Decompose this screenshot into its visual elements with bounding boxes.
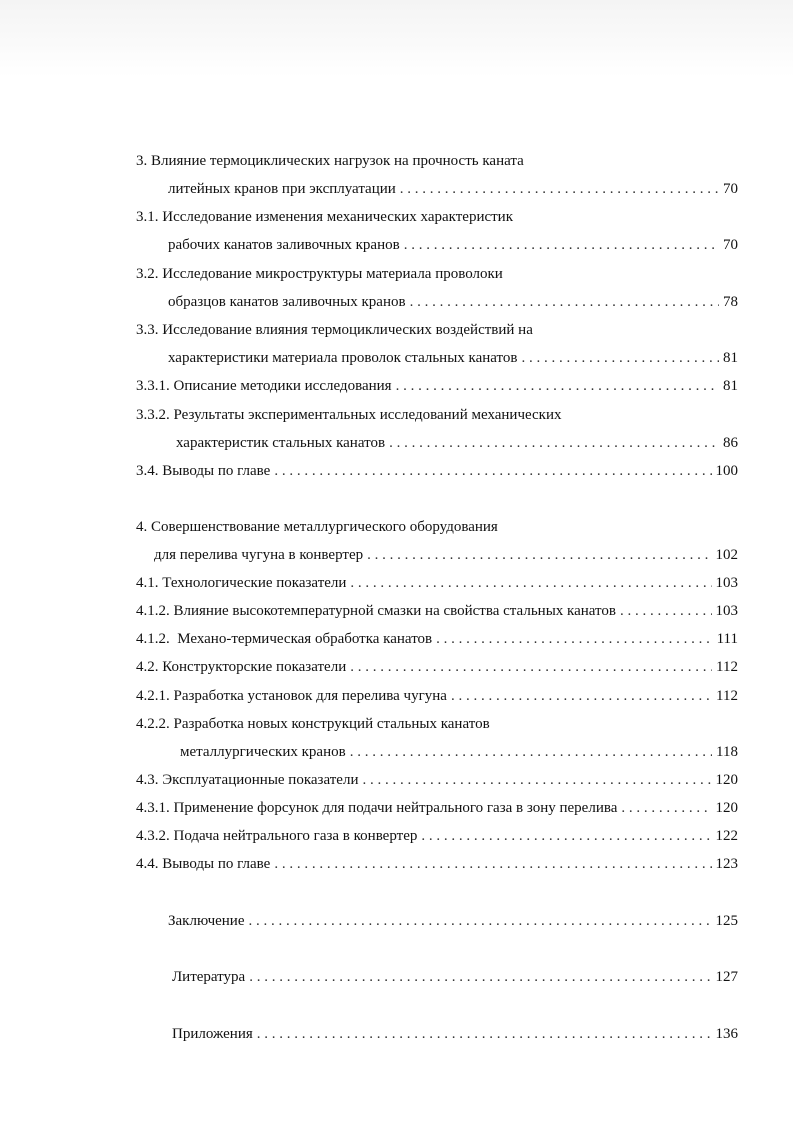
dot-leader xyxy=(621,798,711,818)
toc-entry-title: 4.1. Технологические показатели xyxy=(136,575,347,591)
dot-leader xyxy=(350,742,712,762)
toc-section-3-3-heading[interactable] xyxy=(136,320,533,340)
toc-entry-title: Приложения xyxy=(172,1026,253,1042)
toc-entry-title: Заключение xyxy=(168,913,245,929)
toc-section-3-3-entry[interactable] xyxy=(168,348,738,368)
toc-page-number: 122 xyxy=(715,828,738,844)
toc-entry-title: литейных кранов при эксплуатации xyxy=(168,181,396,197)
toc-page-number: 70 xyxy=(723,237,738,253)
toc-page-number: 112 xyxy=(716,659,738,675)
toc-section-4-2-2-entry[interactable] xyxy=(180,742,738,762)
dot-leader xyxy=(400,179,719,199)
toc-entry-title: 4.3.1. Применение форсунок для подачи нейтрального газа в зону перелива xyxy=(136,800,618,816)
toc-page-number: 120 xyxy=(715,800,738,816)
dot-leader xyxy=(620,601,712,621)
toc-page-number: 103 xyxy=(715,603,738,619)
toc-entry-title: характеристик стальных канатов xyxy=(176,435,386,451)
toc-page-number: 120 xyxy=(715,772,738,788)
toc-page-number: 78 xyxy=(723,294,738,310)
toc-entry-title: 4.2.2. Разработка новых конструкций стальных канатов xyxy=(136,716,490,732)
toc-section-4-1-2b-entry[interactable] xyxy=(136,629,738,649)
toc-chapter-3-heading[interactable] xyxy=(136,151,524,171)
dot-leader xyxy=(389,433,719,453)
dot-leader xyxy=(350,573,711,593)
toc-section-3-3-2-heading[interactable] xyxy=(136,405,562,425)
toc-chapter-4-heading[interactable] xyxy=(136,517,498,537)
toc-entry-title: 4.3. Эксплуатационные показатели xyxy=(136,772,359,788)
toc-section-4-3-entry[interactable] xyxy=(136,770,738,790)
toc-section-3-1-entry[interactable] xyxy=(168,235,738,255)
toc-section-4-1-2-entry[interactable] xyxy=(136,601,738,621)
toc-entry-title: 4.2. Конструкторские показатели xyxy=(136,659,347,675)
toc-section-4-1-entry[interactable] xyxy=(136,573,738,593)
toc-section-3-2-heading[interactable] xyxy=(136,264,503,284)
toc-chapter-3-entry[interactable] xyxy=(168,179,738,199)
toc-page-number: 102 xyxy=(715,547,738,563)
dot-leader xyxy=(404,235,719,255)
toc-page-number: 112 xyxy=(716,688,738,704)
toc-page-number: 123 xyxy=(715,856,738,872)
toc-page-number: 118 xyxy=(716,744,738,760)
toc-entry-title: 4. Совершенствование металлургического оборудования xyxy=(136,519,498,535)
dot-leader xyxy=(257,1024,712,1044)
toc-entry-title: 3.3. Исследование влияния термоциклических воздействий на xyxy=(136,322,533,338)
dot-leader xyxy=(249,911,712,931)
toc-entry-title: характеристики материала проволок стальных канатов xyxy=(168,350,518,366)
toc-page-number: 81 xyxy=(723,350,738,366)
toc-section-4-3-1-entry[interactable] xyxy=(136,798,738,818)
toc-section-3-2-entry[interactable] xyxy=(168,292,738,312)
toc-entry-title: металлургических кранов xyxy=(180,744,346,760)
dot-leader xyxy=(362,770,711,790)
toc-entry-title: 3.2. Исследование микроструктуры материала проволоки xyxy=(136,266,503,282)
dot-leader xyxy=(274,461,711,481)
toc-page-number: 136 xyxy=(715,1026,738,1042)
dot-leader xyxy=(421,826,711,846)
toc-page-number: 103 xyxy=(715,575,738,591)
toc-entry-title: 4.4. Выводы по главе xyxy=(136,856,271,872)
toc-entry-title: 4.1.2. Механо-термическая обработка канатов xyxy=(136,631,433,647)
toc-entry-title: 4.2.1. Разработка установок для перелива чугуна xyxy=(136,688,447,704)
toc-entry-title: Литература xyxy=(172,969,246,985)
toc-literature-entry[interactable] xyxy=(172,967,738,987)
toc-section-3-3-2-entry[interactable] xyxy=(176,433,738,453)
toc-entry-title: 3. Влияние термоциклических нагрузок на прочность каната xyxy=(136,153,524,169)
toc-page-number: 125 xyxy=(715,913,738,929)
dot-leader xyxy=(451,686,712,706)
toc-section-4-2-2-heading[interactable] xyxy=(136,714,490,734)
toc-entry-title: 4.3.2. Подача нейтрального газа в конвертер xyxy=(136,828,418,844)
toc-section-4-3-2-entry[interactable] xyxy=(136,826,738,846)
toc-entry-title: 3.3.1. Описание методики исследования xyxy=(136,378,392,394)
toc-page-number: 100 xyxy=(715,463,738,479)
toc-chapter-4-entry[interactable] xyxy=(154,545,738,565)
toc-conclusion-entry[interactable] xyxy=(168,911,738,931)
toc-entry-title: для перелива чугуна в конвертер xyxy=(154,547,364,563)
toc-appendices-entry[interactable] xyxy=(172,1024,738,1044)
toc-section-3-3-1-entry[interactable] xyxy=(136,376,738,396)
toc-page-number: 127 xyxy=(715,969,738,985)
toc-section-4-2-entry[interactable] xyxy=(136,657,738,677)
toc-page-number: 81 xyxy=(723,378,738,394)
dot-leader xyxy=(249,967,711,987)
toc-section-4-2-1-entry[interactable] xyxy=(136,686,738,706)
toc-section-3-4-entry[interactable] xyxy=(136,461,738,481)
dot-leader xyxy=(367,545,711,565)
toc-entry-title: 3.4. Выводы по главе xyxy=(136,463,271,479)
dot-leader xyxy=(350,657,712,677)
toc-entry-title: 3.3.2. Результаты экспериментальных исследований механических xyxy=(136,407,562,423)
toc-section-3-1-heading[interactable] xyxy=(136,207,513,227)
toc-entry-title: 3.1. Исследование изменения механических характеристик xyxy=(136,209,513,225)
toc-section-4-4-entry[interactable] xyxy=(136,854,738,874)
toc-entry-title: образцов канатов заливочных кранов xyxy=(168,294,406,310)
toc-entry-title: рабочих канатов заливочных кранов xyxy=(168,237,400,253)
dot-leader xyxy=(410,292,719,312)
dot-leader xyxy=(274,854,711,874)
dot-leader xyxy=(522,348,720,368)
toc-page-number: 111 xyxy=(716,631,738,647)
toc-page-number: 86 xyxy=(723,435,738,451)
dot-leader xyxy=(436,629,712,649)
toc-page-number: 70 xyxy=(723,181,738,197)
dot-leader xyxy=(396,376,719,396)
toc-entry-title: 4.1.2. Влияние высокотемпературной смазки на свойства стальных канатов xyxy=(136,603,616,619)
